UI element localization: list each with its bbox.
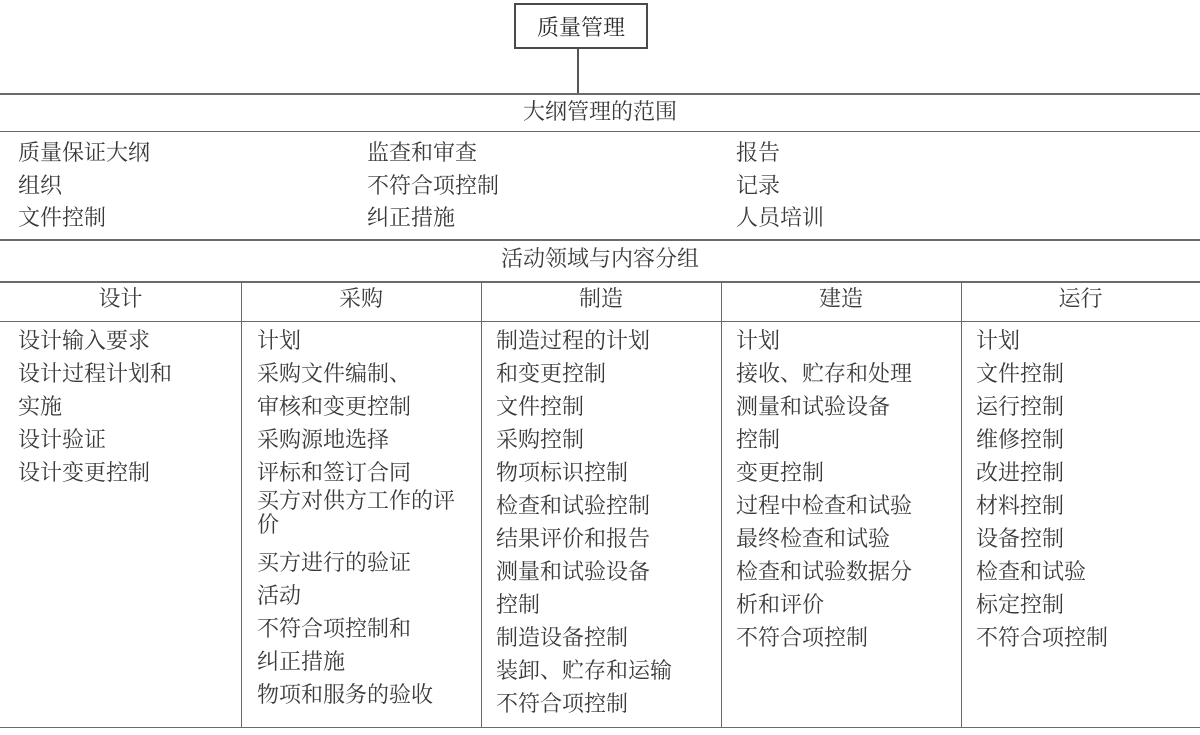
scope-column-3 — [736, 138, 824, 236]
list-item: 评标和签订合同 — [257, 461, 412, 486]
list-item: 结果评价和报告 — [496, 527, 651, 552]
list-item: 物项标识控制 — [496, 461, 629, 486]
list-item: 控制 — [736, 428, 781, 453]
list-item: 维修控制 — [976, 428, 1065, 453]
divider-scope-title — [0, 131, 1200, 132]
list-item: 采购源地选择 — [257, 428, 390, 453]
scope-item: 组织 — [18, 173, 63, 199]
list-item: 计划 — [976, 329, 1021, 354]
scope-column-2 — [367, 138, 499, 236]
list-item: 装卸、贮存和运输 — [496, 659, 673, 684]
list-item: 不符合项控制 — [736, 626, 869, 651]
list-item: 测量和试验设备 — [496, 560, 651, 585]
list-item: 设计变更控制 — [18, 461, 151, 486]
list-item: 设计输入要求 — [18, 329, 151, 354]
list-item: 计划 — [257, 329, 302, 354]
list-item: 采购控制 — [496, 428, 585, 453]
list-item: 不符合项控制 — [976, 626, 1109, 651]
list-item: 检查和试验数据分 — [736, 560, 913, 585]
list-item: 检查和试验 — [976, 560, 1087, 585]
column-body-operation — [976, 325, 1108, 655]
list-item: 制造过程的计划 — [496, 329, 651, 354]
column-body-manufacturing — [496, 325, 672, 721]
column-body-construction — [736, 325, 912, 655]
list-item: 检查和试验控制 — [496, 494, 651, 519]
list-item: 实施 — [18, 395, 63, 420]
root-connector-line — [577, 49, 579, 93]
column-header-manufacturing: 制造 — [578, 287, 623, 312]
list-item: 买方对供方工作的评价 — [257, 489, 456, 538]
list-item: 运行控制 — [976, 395, 1065, 420]
list-item: 活动 — [257, 584, 302, 609]
column-body-design — [18, 325, 172, 490]
scope-item: 人员培训 — [736, 206, 825, 231]
list-item: 最终检查和试验 — [736, 527, 891, 552]
activities-title: 活动领域与内容分组 — [500, 247, 699, 272]
column-separator — [241, 283, 242, 727]
list-item: 计划 — [736, 329, 781, 354]
scope-item: 文件控制 — [18, 206, 107, 231]
column-header-design: 设计 — [98, 287, 143, 312]
list-item: 采购文件编制、 — [257, 362, 412, 387]
column-header-construction: 建造 — [818, 287, 863, 312]
list-item: 设备控制 — [976, 527, 1065, 552]
scope-title: 大纲管理的范围 — [522, 100, 677, 125]
list-item: 过程中检查和试验 — [736, 494, 913, 519]
list-item: 和变更控制 — [496, 362, 607, 387]
divider-bottom — [0, 727, 1200, 728]
column-separator — [481, 283, 482, 727]
list-item: 控制 — [496, 593, 541, 618]
list-item: 不符合项控制和 — [257, 617, 412, 642]
divider-activities — [0, 239, 1200, 241]
column-separator — [961, 283, 962, 727]
list-item: 材料控制 — [976, 494, 1065, 519]
root-node — [514, 3, 648, 49]
list-item: 审核和变更控制 — [257, 395, 412, 420]
list-item: 纠正措施 — [257, 650, 346, 675]
column-body-procurement — [257, 325, 472, 712]
divider-column-headers — [0, 321, 1200, 322]
list-item: 设计验证 — [18, 428, 107, 453]
list-item: 不符合项控制 — [496, 692, 629, 717]
scope-item: 监查和审查 — [367, 141, 478, 166]
root-label: 质量管理 — [536, 15, 625, 41]
list-item: 文件控制 — [976, 362, 1065, 387]
scope-item: 报告 — [736, 141, 781, 166]
column-separator — [721, 283, 722, 727]
scope-item: 纠正措施 — [367, 206, 456, 231]
list-item: 析和评价 — [736, 593, 825, 618]
list-item: 标定控制 — [976, 593, 1065, 618]
list-item: 改进控制 — [976, 461, 1065, 486]
list-item: 接收、贮存和处理 — [736, 362, 913, 387]
column-header-operation: 运行 — [1058, 287, 1103, 312]
list-item: 物项和服务的验收 — [257, 683, 434, 708]
list-item: 设计过程计划和 — [18, 362, 173, 387]
scope-item: 记录 — [736, 173, 781, 199]
column-header-procurement: 采购 — [338, 287, 383, 312]
scope-item: 质量保证大纲 — [18, 141, 151, 166]
scope-column-1 — [18, 138, 150, 236]
list-item: 测量和试验设备 — [736, 395, 891, 420]
divider-top — [0, 93, 1200, 95]
list-item: 制造设备控制 — [496, 626, 629, 651]
list-item: 文件控制 — [496, 395, 585, 420]
scope-item: 不符合项控制 — [367, 173, 500, 199]
list-item: 买方进行的验证 — [257, 551, 412, 576]
list-item: 变更控制 — [736, 461, 825, 486]
